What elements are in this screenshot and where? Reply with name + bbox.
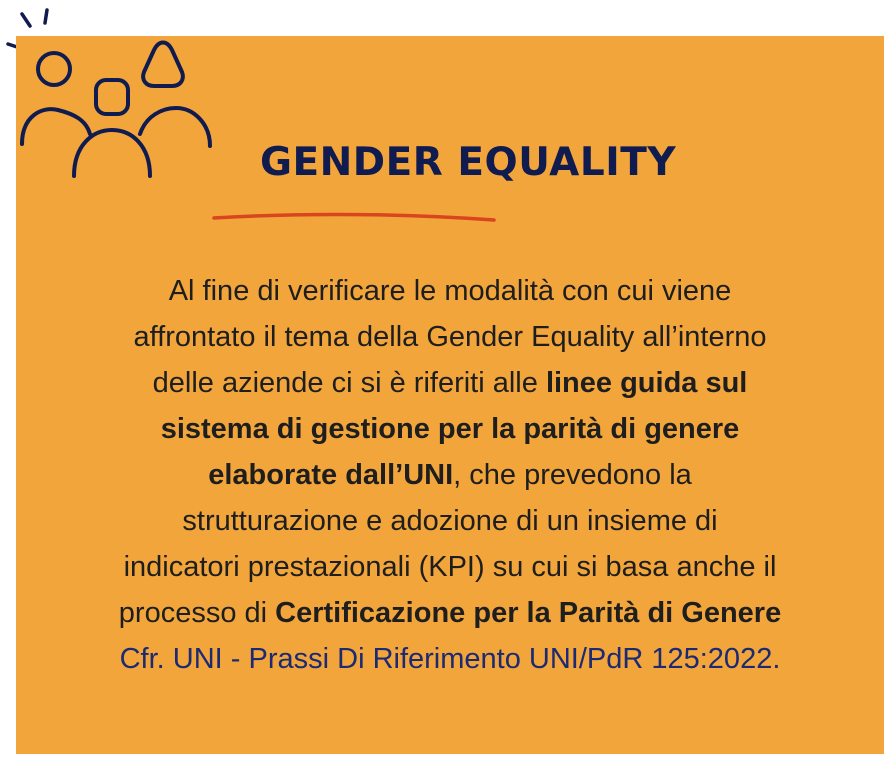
body-line (16, 406, 884, 452)
body-bold-run: linee guida sul (545, 367, 748, 399)
body-bold-run: sistema di gestione per la parità di genere (160, 413, 740, 445)
body-text-run: processo di (118, 597, 276, 629)
body-line (16, 590, 884, 636)
body-line: Al fine di verificare le modalità con cui viene (168, 275, 732, 307)
citation: Cfr. UNI - Prassi Di Riferimento UNI/PdR 125:2022. (119, 643, 781, 675)
body-line: affrontato il tema della Gender Equality all’interno (133, 321, 767, 353)
body-bold-run: elaborate dall’UNI (208, 459, 454, 491)
body-line (16, 452, 884, 498)
body-line: strutturazione e adozione di un insieme di (182, 505, 718, 537)
card-title: GENDER EQUALITY (260, 140, 677, 185)
body-line (16, 360, 884, 406)
body-bold-run: Certificazione per la Parità di Genere (275, 597, 782, 629)
body-text-run: , che prevedono la (453, 459, 692, 491)
body-text-run: delle aziende ci si è riferiti alle (152, 367, 546, 399)
title-divider (210, 206, 500, 226)
body-line: indicatori prestazionali (KPI) su cui si basa anche il (123, 551, 777, 583)
body-paragraph (16, 268, 884, 682)
